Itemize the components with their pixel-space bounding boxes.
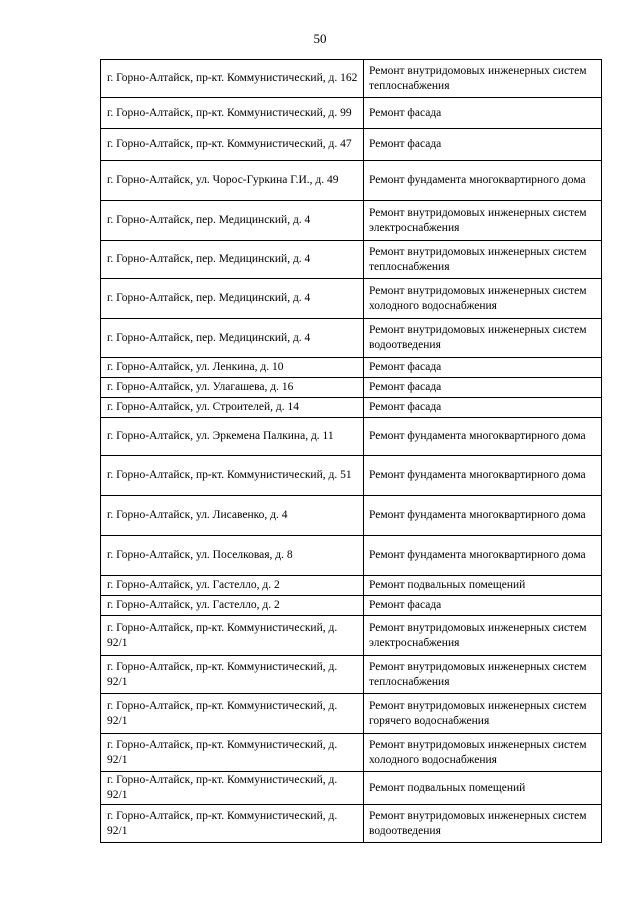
address-cell: г. Горно-Алтайск, пр-кт. Коммунистический, д. 51 bbox=[101, 456, 364, 496]
address-cell: г. Горно-Алтайск, пер. Медицинский, д. 4 bbox=[101, 201, 364, 241]
work-type-cell: Ремонт внутридомовых инженерных систем водоотведения bbox=[364, 319, 602, 358]
address-cell: г. Горно-Алтайск, ул. Лисавенко, д. 4 bbox=[101, 496, 364, 536]
work-type-cell: Ремонт внутридомовых инженерных систем теплоснабжения bbox=[364, 656, 602, 694]
table-row bbox=[101, 398, 602, 418]
address-cell: г. Горно-Алтайск, ул. Гастелло, д. 2 bbox=[101, 596, 364, 616]
table-row bbox=[101, 161, 602, 201]
table-row bbox=[101, 418, 602, 456]
works-table-body bbox=[101, 60, 602, 843]
address-cell: г. Горно-Алтайск, ул. Ленкина, д. 10 bbox=[101, 358, 364, 378]
work-type-cell: Ремонт фасада bbox=[364, 358, 602, 378]
work-type-cell: Ремонт подвальных помещений bbox=[364, 576, 602, 596]
address-cell: г. Горно-Алтайск, ул. Чорос-Гуркина Г.И., д. 49 bbox=[101, 161, 364, 201]
work-type-cell: Ремонт фундамента многоквартирного дома bbox=[364, 536, 602, 576]
address-cell: г. Горно-Алтайск, пр-кт. Коммунистический, д. 92/1 bbox=[101, 656, 364, 694]
address-cell: г. Горно-Алтайск, ул. Строителей, д. 14 bbox=[101, 398, 364, 418]
table-row bbox=[101, 576, 602, 596]
address-cell: г. Горно-Алтайск, пр-кт. Коммунистический, д. 92/1 bbox=[101, 616, 364, 656]
table-row bbox=[101, 536, 602, 576]
address-cell: г. Горно-Алтайск, ул. Улагашева, д. 16 bbox=[101, 378, 364, 398]
address-cell: г. Горно-Алтайск, пер. Медицинский, д. 4 bbox=[101, 241, 364, 279]
work-type-cell: Ремонт фундамента многоквартирного дома bbox=[364, 418, 602, 456]
page-number: 50 bbox=[313, 31, 327, 46]
work-type-cell: Ремонт внутридомовых инженерных систем теплоснабжения bbox=[364, 241, 602, 279]
table-row bbox=[101, 98, 602, 129]
work-type-cell: Ремонт фундамента многоквартирного дома bbox=[364, 161, 602, 201]
work-type-cell: Ремонт фасада bbox=[364, 398, 602, 418]
work-type-cell: Ремонт внутридомовых инженерных систем водоотведения bbox=[364, 805, 602, 843]
work-type-cell: Ремонт фасада bbox=[364, 98, 602, 129]
work-type-cell: Ремонт фасада bbox=[364, 378, 602, 398]
work-type-cell: Ремонт внутридомовых инженерных систем холодного водоснабжения bbox=[364, 734, 602, 772]
table-row bbox=[101, 279, 602, 319]
table-row bbox=[101, 241, 602, 279]
work-type-cell: Ремонт фундамента многоквартирного дома bbox=[364, 456, 602, 496]
table-row bbox=[101, 201, 602, 241]
address-cell: г. Горно-Алтайск, пр-кт. Коммунистический, д. 162 bbox=[101, 60, 364, 98]
address-cell: г. Горно-Алтайск, пр-кт. Коммунистический, д. 47 bbox=[101, 129, 364, 161]
table-row bbox=[101, 734, 602, 772]
address-cell: г. Горно-Алтайск, ул. Эркемена Палкина, д. 11 bbox=[101, 418, 364, 456]
table-row bbox=[101, 694, 602, 734]
address-cell: г. Горно-Алтайск, пр-кт. Коммунистический, д. 99 bbox=[101, 98, 364, 129]
work-type-cell: Ремонт внутридомовых инженерных систем холодного водоснабжения bbox=[364, 279, 602, 319]
address-cell: г. Горно-Алтайск, пр-кт. Коммунистический, д. 92/1 bbox=[101, 734, 364, 772]
address-cell: г. Горно-Алтайск, пер. Медицинский, д. 4 bbox=[101, 279, 364, 319]
table-row bbox=[101, 616, 602, 656]
table-row bbox=[101, 60, 602, 98]
table-row bbox=[101, 378, 602, 398]
work-type-cell: Ремонт фундамента многоквартирного дома bbox=[364, 496, 602, 536]
work-type-cell: Ремонт внутридомовых инженерных систем электроснабжения bbox=[364, 201, 602, 241]
address-cell: г. Горно-Алтайск, пр-кт. Коммунистический, д. 92/1 bbox=[101, 772, 364, 805]
table-row bbox=[101, 129, 602, 161]
work-type-cell: Ремонт подвальных помещений bbox=[364, 772, 602, 805]
table-row bbox=[101, 805, 602, 843]
works-table bbox=[100, 59, 602, 843]
work-type-cell: Ремонт внутридомовых инженерных систем электроснабжения bbox=[364, 616, 602, 656]
table-row bbox=[101, 358, 602, 378]
table-row bbox=[101, 656, 602, 694]
table-row bbox=[101, 772, 602, 805]
table-row bbox=[101, 456, 602, 496]
table-row bbox=[101, 496, 602, 536]
address-cell: г. Горно-Алтайск, пр-кт. Коммунистический, д. 92/1 bbox=[101, 694, 364, 734]
table-row bbox=[101, 596, 602, 616]
address-cell: г. Горно-Алтайск, ул. Поселковая, д. 8 bbox=[101, 536, 364, 576]
work-type-cell: Ремонт внутридомовых инженерных систем горячего водоснабжения bbox=[364, 694, 602, 734]
work-type-cell: Ремонт фасада bbox=[364, 596, 602, 616]
table-row bbox=[101, 319, 602, 358]
address-cell: г. Горно-Алтайск, ул. Гастелло, д. 2 bbox=[101, 576, 364, 596]
address-cell: г. Горно-Алтайск, пр-кт. Коммунистический, д. 92/1 bbox=[101, 805, 364, 843]
work-type-cell: Ремонт фасада bbox=[364, 129, 602, 161]
address-cell: г. Горно-Алтайск, пер. Медицинский, д. 4 bbox=[101, 319, 364, 358]
work-type-cell: Ремонт внутридомовых инженерных систем теплоснабжения bbox=[364, 60, 602, 98]
